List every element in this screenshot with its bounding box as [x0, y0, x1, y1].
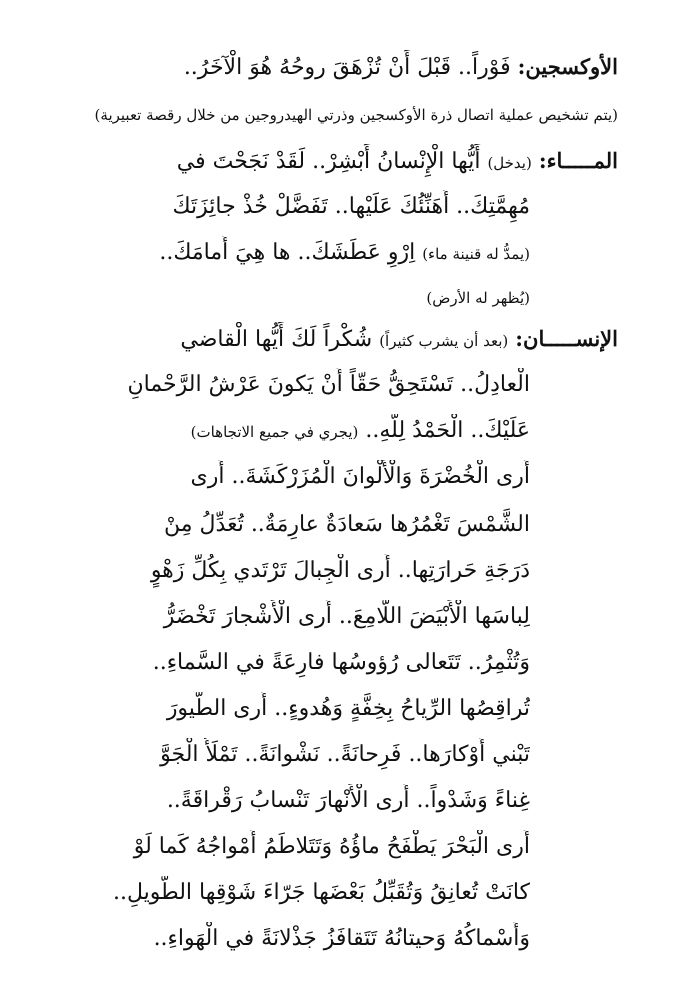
dialogue-line: أَرى الْخُضْرَةَ وَالْأَلْوانَ الْمُزَرْكَشَةَ.. أَرى	[190, 464, 530, 489]
dialogue-line: غِناءً وَشَدْواً.. أَرى الْأَنْهارَ تَنْسابُ رَقْراقَةً..	[166, 788, 530, 813]
dialogue-text: شُكْراً لَكَ أَيُّها الْقاضي	[180, 327, 373, 352]
speaker-water: المـــــاء:	[538, 148, 618, 173]
stage-direction-inline: (بعد أن يشرب كثيراً)	[379, 332, 509, 350]
dialogue-text: عَلَيْكَ.. الْحَمْدُ لِلّهِ..	[365, 418, 530, 443]
stage-direction-inline: (يُظهر له الأرض)	[426, 289, 530, 307]
speaker-human: الإنســـــان:	[515, 326, 618, 351]
dialogue-line	[44, 236, 530, 272]
dialogue-text: اِرْوِ عَطَشَكَ.. ها هِيَ أَمامَكَ..	[159, 240, 416, 265]
dialogue-line: وَأَسْماكُهُ وَحيتانُهُ تَتَقافَزُ جَذْلانَةً في الْهَواءِ..	[153, 926, 530, 951]
water-dialogue-line	[44, 144, 618, 180]
stage-direction-inline: (يجري في جميع الاتجاهات)	[190, 423, 359, 441]
speaker-oxygen: الأوكسجين:	[517, 54, 618, 79]
dialogue-line: تُراقِصُها الرِّياحُ بِخِفَّةٍ وَهُدوءٍ.. أَرى الطُّيورَ	[166, 696, 530, 721]
dialogue-line: وَتُثْمِرُ.. تَتَعالى رُؤوسُها فارِعَةً في السَّماءِ..	[152, 650, 530, 675]
dialogue-line: مُهِمَّتِكَ.. أُهَنِّئُكَ عَلَيْها.. تَفَضَّلْ خُذْ جائِزَتَكَ	[172, 194, 530, 219]
dialogue-line: أَرى الْبَحْرَ يَطْفَحُ ماؤُهُ وَتَتَلاطَمُ أَمْواجُهُ كَما لَوْ	[133, 834, 530, 859]
oxygen-dialogue-line	[44, 50, 618, 86]
dialogue-line	[44, 280, 530, 316]
dialogue-line: كانَتْ تُعانِقُ وَتُقَبِّلُ بَعْضَها جَرّاءَ شَوْقِها الطَّويلِ..	[113, 880, 530, 905]
dialogue-text: فَوْراً.. قَبْلَ أَنْ تُزْهَقَ روحُهُ هُوَ الْآخَرُ..	[183, 55, 511, 80]
stage-direction-inline: (يمدُّ له قنينة ماء)	[422, 245, 530, 263]
human-dialogue-line	[44, 322, 618, 358]
dialogue-line: الْعادِلُ.. تَسْتَحِقُّ حَقّاً أَنْ يَكونَ عَرْشُ الرَّحْمانِ	[127, 372, 530, 397]
dialogue-line	[44, 414, 530, 450]
stage-direction: (يتم تشخيص عملية اتصال ذرة الأوكسجين وذرتي الهيدروجين من خلال رقصة تعبيرية)	[94, 106, 618, 124]
dialogue-line: دَرَجَةِ حَرارَتِها.. أَرى الْجِبالَ تَرْتَدي بِكُلِّ زَهْوٍ	[150, 558, 530, 583]
dialogue-line: لِباسَها الْأَبْيَضَ اللّامِعَ.. أَرى الْأَشْجارَ تَخْضَرُّ	[163, 604, 530, 629]
dialogue-line: تَبْني أَوْكارَها.. فَرِحانَةً.. نَشْوانَةً.. تَمْلَأُ الْجَوَّ	[160, 742, 530, 767]
dialogue-text: أَيُّها الْإِنْسانُ أَبْشِرْ.. لَقَدْ نَجَحْتَ في	[176, 149, 481, 174]
dialogue-line: الشَّمْسَ تَغْمُرُها سَعادَةٌ عارِمَةٌ.. تُعَدِّلُ مِنْ	[164, 512, 530, 537]
stage-direction-inline: (يدخل)	[487, 154, 532, 172]
